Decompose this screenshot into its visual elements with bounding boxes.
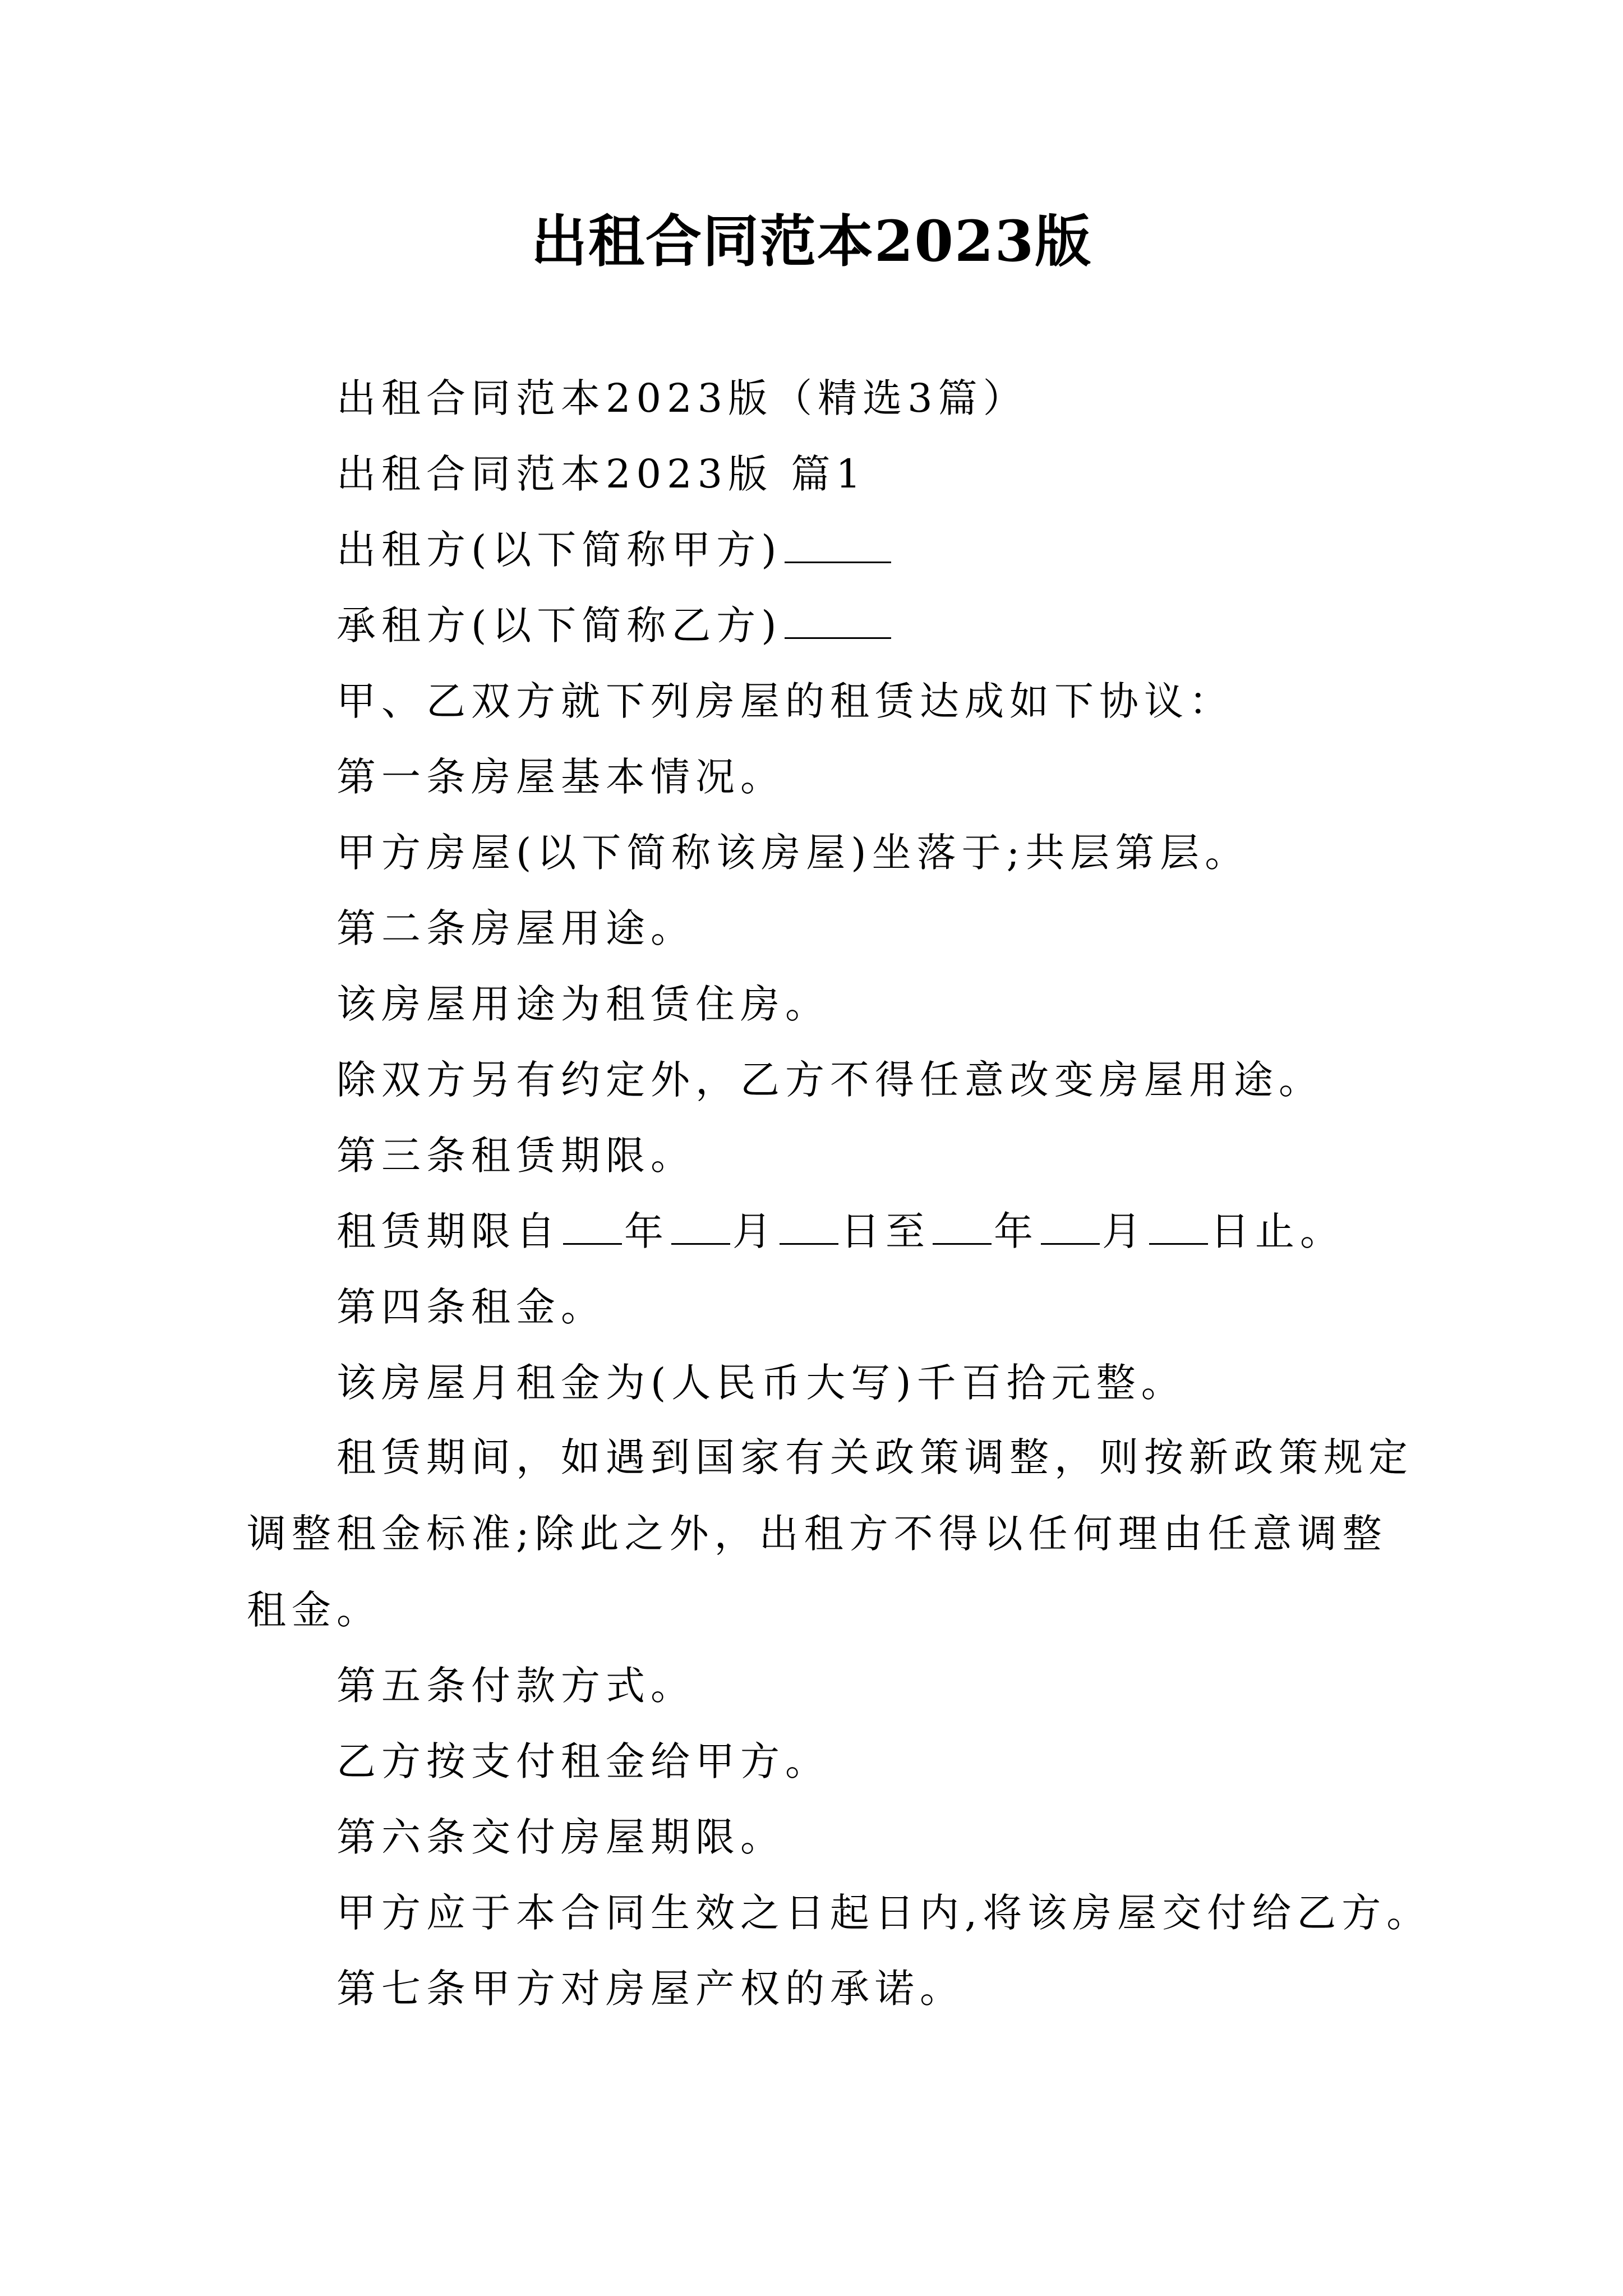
lessee-label: 承租方(以下简称乙方)	[336, 602, 782, 648]
lease-start-day-blank	[780, 1211, 838, 1245]
article-6-body: 甲方应于本合同生效之日起日内,将该房屋交付给乙方。	[336, 1890, 1432, 1936]
article-5-body: 乙方按支付租金给甲方。	[336, 1738, 830, 1784]
paragraph-lessor	[336, 522, 891, 578]
lease-end-year-blank	[933, 1211, 992, 1245]
rent-adjust-line-1: 租赁期间，如遇到国家有关政策调整，则按新政策规定	[336, 1434, 1413, 1480]
article-1-heading: 第一条房屋基本情况。	[336, 754, 785, 800]
article-6-heading: 第六条交付房屋期限。	[336, 1814, 785, 1860]
lessor-blank	[785, 529, 891, 563]
article-2-heading: 第二条房屋用途。	[336, 905, 695, 951]
lessor-label: 出租方(以下简称甲方)	[336, 527, 782, 573]
article-3-heading: 第三条租赁期限。	[336, 1133, 695, 1179]
article-2-body-2: 除双方另有约定外，乙方不得任意改变房屋用途。	[336, 1057, 1324, 1103]
article-4-heading: 第四条租金。	[336, 1284, 606, 1330]
paragraph-agreement: 甲、乙双方就下列房屋的租赁达成如下协议：	[336, 678, 1234, 724]
article-4-body-1: 该房屋月租金为(人民币大写)千百拾元整。	[336, 1360, 1186, 1406]
article-5-heading: 第五条付款方式。	[336, 1663, 695, 1709]
paragraph-lessee	[336, 597, 891, 654]
paragraph-subtitle: 出租合同范本2023版（精选3篇）	[336, 375, 1028, 421]
lease-term-day-end: 日止。	[1210, 1208, 1345, 1254]
lease-term-month-2: 月	[1102, 1208, 1147, 1254]
lease-term-day-to: 日至	[841, 1208, 930, 1254]
lessee-blank	[785, 605, 891, 639]
lease-term-year-1: 年	[624, 1208, 669, 1254]
article-1-body: 甲方房屋(以下简称该房屋)坐落于;共层第层。	[336, 830, 1250, 876]
article-4-body-2	[247, 1419, 1413, 1648]
lease-term-year-2: 年	[994, 1208, 1039, 1254]
rent-adjust-line-3: 租金。	[247, 1587, 381, 1633]
document-title: 出租合同范本2023版	[531, 208, 1092, 274]
lease-term-month-1: 月	[732, 1208, 777, 1254]
lease-end-day-blank	[1149, 1211, 1208, 1245]
lease-start-month-blank	[671, 1211, 730, 1245]
article-7-heading: 第七条甲方对房屋产权的承诺。	[336, 1966, 965, 2012]
rent-adjust-line-2: 调整租金标准;除此之外，出租方不得以任何理由任意调整	[247, 1511, 1387, 1557]
lease-term-prefix: 租赁期限自	[336, 1208, 561, 1254]
lease-start-year-blank	[563, 1211, 622, 1245]
paragraph-section-heading: 出租合同范本2023版 篇1	[336, 451, 866, 497]
article-2-body-1: 该房屋用途为租赁住房。	[336, 981, 830, 1027]
article-3-body	[336, 1203, 1345, 1259]
lease-end-month-blank	[1041, 1211, 1100, 1245]
